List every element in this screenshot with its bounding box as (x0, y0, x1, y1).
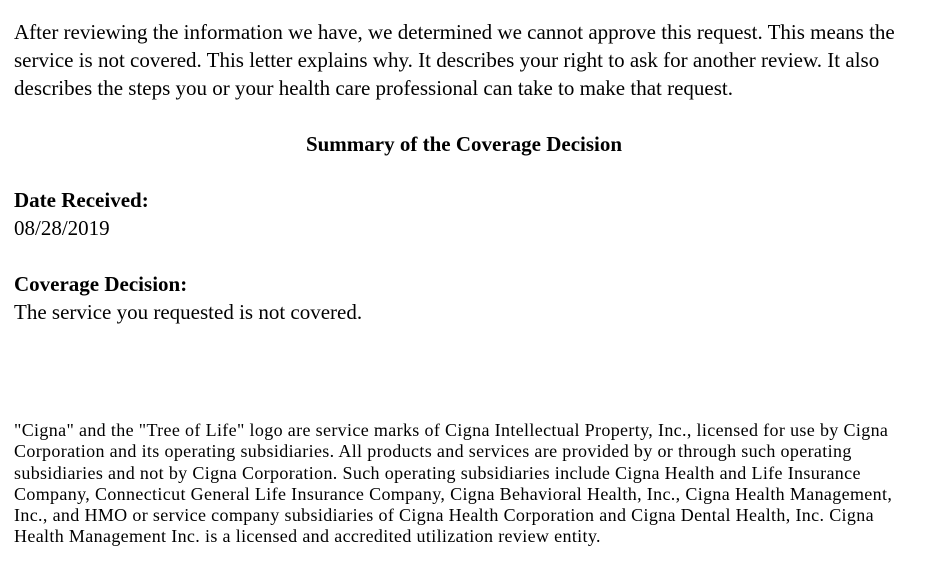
intro-paragraph: After reviewing the information we have, we determined we cannot approve this request. This means the service is not covered. This letter explains why. It describes your right to ask for another review. It also describes the steps you or your health care professional can take to make that request. (14, 20, 895, 100)
coverage-decision-label: Coverage Decision: (14, 272, 188, 296)
date-received-label: Date Received: (14, 188, 149, 212)
date-received-section (14, 186, 914, 242)
summary-heading: Summary of the Coverage Decision (305, 132, 623, 156)
legal-disclaimer: "Cigna" and the "Tree of Life" logo are service marks of Cigna Intellectual Property, Inc., licensed for use by Cigna Corporation and its operating subsidiaries. All products and services are provided by or through such operating subsidiaries and not by Cigna Corporation. Such operating subsidiaries include Cigna Health and Life Insurance Company, Connecticut General Life Insurance Company, Cigna Behavioral Health, Inc., Cigna Health Management, Inc., and HMO or service company subsidiaries of Cigna Health Corporation and Cigna Dental Health, Inc. Cigna Health Management Inc. is a licensed and accredited utilization review entity. (14, 420, 893, 547)
date-received-value: 08/28/2019 (14, 216, 110, 240)
coverage-decision-section (14, 270, 914, 326)
letter-body (14, 18, 914, 326)
coverage-decision-value: The service you requested is not covered. (14, 300, 363, 324)
